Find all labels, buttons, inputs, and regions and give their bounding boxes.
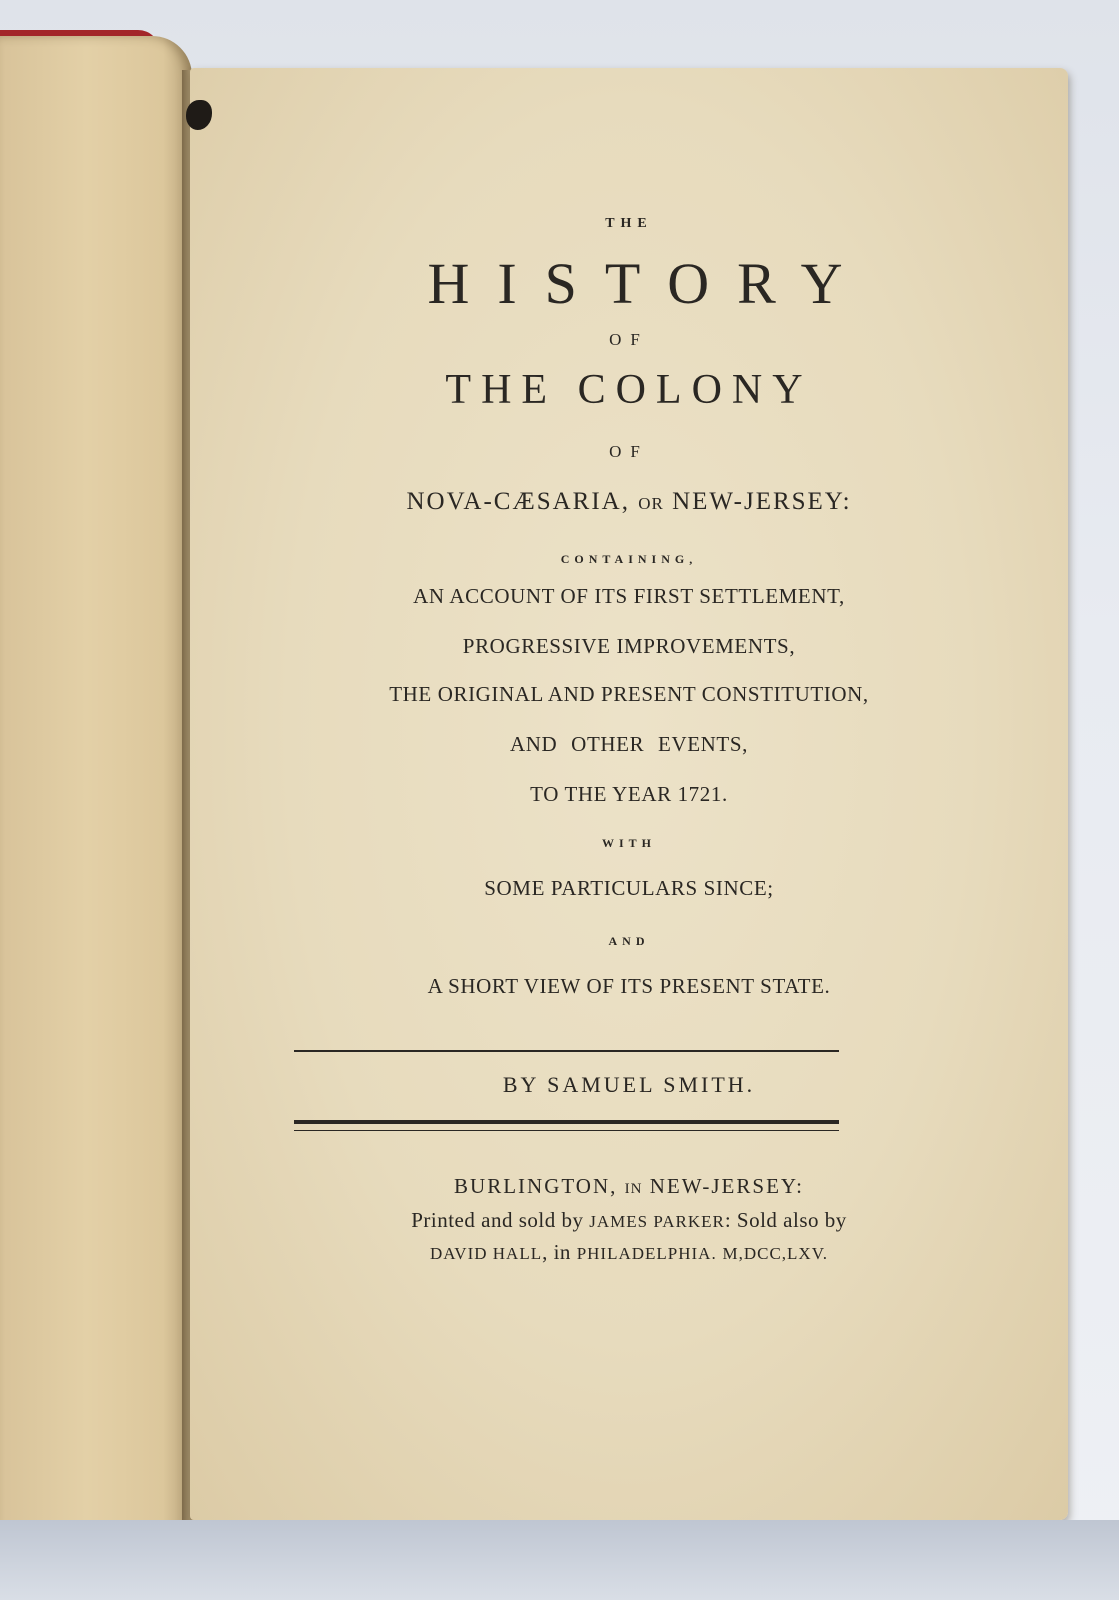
content-line-6: SOME PARTICULARS SINCE; <box>484 876 774 900</box>
title-the: THE <box>605 216 653 231</box>
and-label: AND <box>608 934 650 948</box>
imprint-state: NEW-JERSEY: <box>649 1174 804 1198</box>
author-by: BY <box>502 1072 539 1097</box>
imprint-place <box>190 1174 1068 1199</box>
content-line-1: AN ACCOUNT OF ITS FIRST SETTLEMENT, <box>413 584 845 608</box>
title-the-colony: THE COLONY <box>445 367 813 413</box>
rule-below-author-thin <box>294 1130 839 1131</box>
printed-text-c: : Sold also by <box>724 1208 847 1232</box>
content-line-7: A SHORT VIEW OF ITS PRESENT STATE. <box>427 974 831 998</box>
author-name: SAMUEL SMITH. <box>547 1072 756 1097</box>
with-label: WITH <box>601 836 656 850</box>
content-line-3: THE ORIGINAL AND PRESENT CONSTITUTION, <box>389 682 869 706</box>
title-of-1: OF <box>609 330 649 349</box>
content-line-2: PROGRESSIVE IMPROVEMENTS, <box>462 634 796 658</box>
rule-above-author <box>294 1050 839 1052</box>
nova-or: OR <box>638 494 664 513</box>
printed-text-a: Printed and sold by <box>411 1208 584 1232</box>
left-page <box>0 36 192 1546</box>
seller-name: DAVID HALL <box>429 1244 543 1263</box>
imprint-printer-line <box>190 1208 1068 1233</box>
table-surface <box>0 1520 1119 1600</box>
nova-part2: NEW-JERSEY: <box>672 488 852 515</box>
title-nova-caesaria <box>190 488 1068 516</box>
imprint-city: BURLINGTON, <box>454 1174 618 1198</box>
printed-text-e: , in <box>542 1240 571 1264</box>
imprint-year: M,DCC,LXV. <box>722 1244 829 1263</box>
rule-below-author-thick <box>294 1120 839 1124</box>
title-of-2: OF <box>609 442 649 461</box>
imprint-city-2: PHILADELPHIA. <box>576 1244 717 1263</box>
title-history: HISTORY <box>427 251 871 316</box>
imprint-seller-line <box>190 1240 1068 1265</box>
containing-label: CONTAINING, <box>560 552 698 566</box>
content-line-4: AND OTHER EVENTS, <box>510 732 748 756</box>
content-line-5: TO THE YEAR 1721. <box>530 782 728 806</box>
imprint-in: IN <box>624 1181 643 1197</box>
printer-name: JAMES PARKER <box>589 1212 725 1231</box>
title-page-text <box>190 68 1068 1520</box>
nova-part1: NOVA-CÆSARIA, <box>406 488 630 515</box>
author-line <box>190 1072 1068 1098</box>
